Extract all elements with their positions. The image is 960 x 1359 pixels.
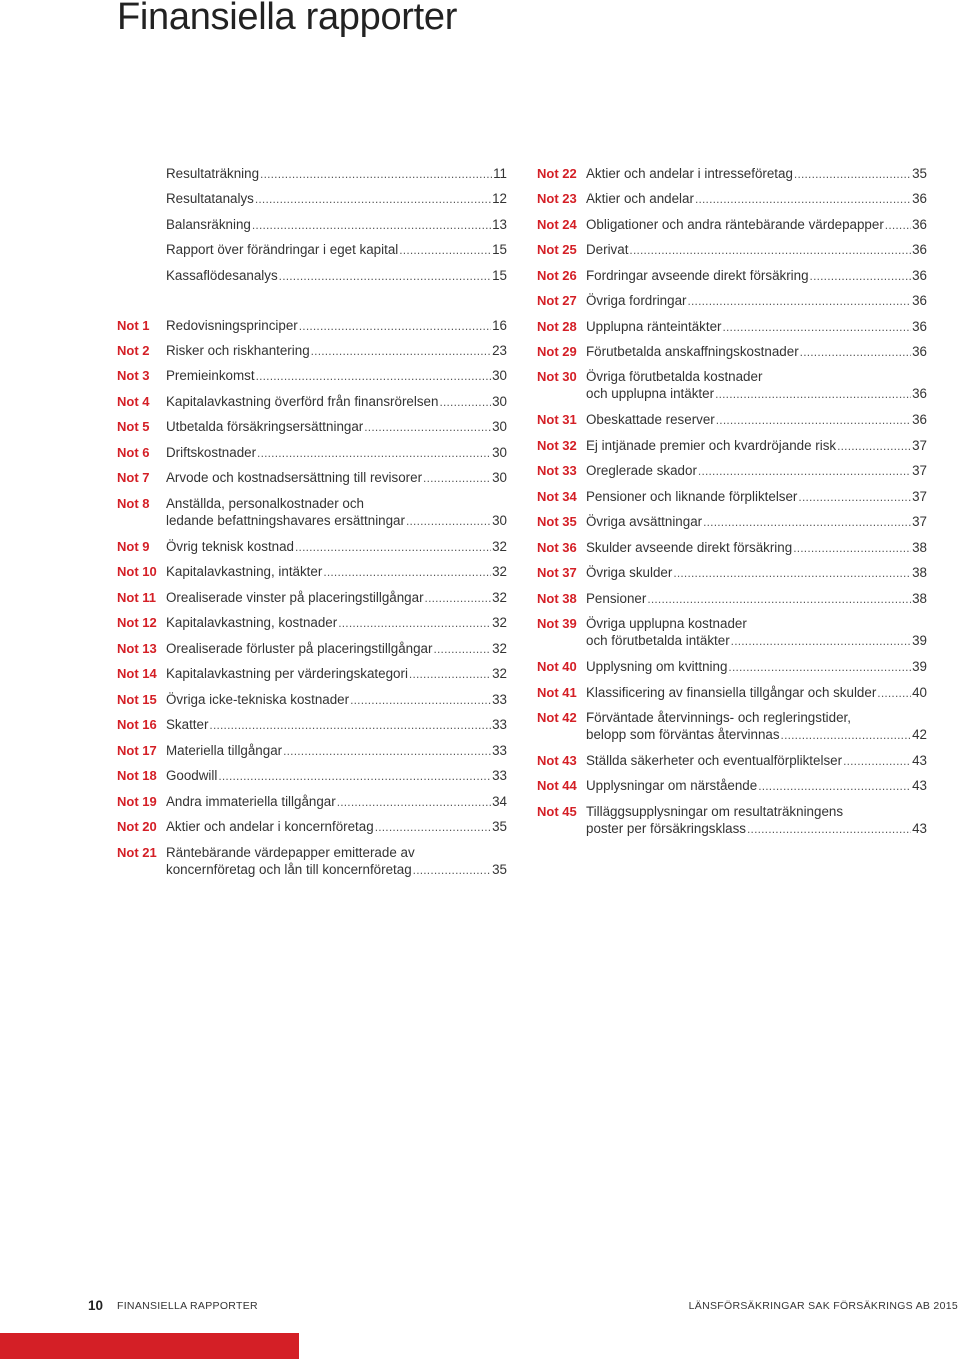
toc-entry-note-number: Not 43 bbox=[537, 752, 577, 768]
toc-entry-page-number: 33 bbox=[492, 691, 507, 707]
toc-right-column bbox=[537, 161, 927, 842]
dot-leader bbox=[255, 191, 491, 208]
toc-entry-title: Ställda säkerheter och eventualförpliktelser bbox=[586, 752, 843, 768]
dot-leader bbox=[794, 166, 911, 183]
toc-entry-title: Upplysningar om närstående bbox=[586, 778, 758, 794]
dot-leader bbox=[338, 615, 491, 632]
toc-entry-page-number: 33 bbox=[492, 768, 507, 784]
toc-entry-page-number: 16 bbox=[492, 317, 507, 333]
toc-entry-page-number: 30 bbox=[492, 444, 507, 460]
section-spacer bbox=[117, 288, 507, 313]
toc-entry-note-number: Not 22 bbox=[537, 165, 577, 181]
toc-entry-note-number: Not 2 bbox=[117, 343, 150, 358]
dot-leader bbox=[810, 268, 912, 285]
dot-leader bbox=[647, 591, 911, 608]
toc-entry[interactable] bbox=[117, 466, 507, 491]
toc-entry-title: Resultatanalys bbox=[166, 191, 254, 207]
toc-entry-page-number: 36 bbox=[912, 191, 927, 207]
dot-leader bbox=[747, 821, 911, 838]
toc-entry-title: Pensioner bbox=[586, 590, 647, 606]
toc-entry-page-number: 34 bbox=[492, 793, 507, 809]
dot-leader bbox=[375, 819, 491, 836]
toc-entry-page-number: 33 bbox=[492, 717, 507, 733]
toc-entry[interactable] bbox=[117, 560, 507, 585]
toc-entry-page-number: 36 bbox=[912, 293, 927, 309]
toc-entry-title: Klassificering av finansiella tillgångar och skulder bbox=[586, 684, 877, 700]
toc-entry[interactable] bbox=[537, 586, 927, 611]
toc-entry-title: Aktier och andelar bbox=[586, 191, 694, 207]
dot-leader bbox=[629, 242, 911, 259]
toc-entry-title: Upplupna ränteintäkter bbox=[586, 318, 722, 334]
dot-leader bbox=[877, 685, 911, 702]
toc-entry-page-number: 43 bbox=[912, 820, 927, 836]
toc-entry-page-number: 32 bbox=[492, 666, 507, 682]
toc-entry[interactable] bbox=[117, 687, 507, 712]
toc-entry-page-number: 13 bbox=[492, 216, 507, 232]
toc-entry[interactable] bbox=[537, 365, 927, 408]
toc-entry[interactable] bbox=[537, 748, 927, 773]
toc-entry-title: Utbetalda försäkringsersättningar bbox=[166, 419, 364, 435]
toc-entry-title: Obeskattade reserver bbox=[586, 412, 715, 428]
toc-entry-page-number: 12 bbox=[492, 191, 507, 207]
footer-section-label: FINANSIELLA RAPPORTER bbox=[117, 1300, 258, 1312]
dot-leader bbox=[731, 633, 911, 650]
toc-entry-note-number: Not 37 bbox=[537, 565, 577, 581]
dot-leader bbox=[299, 318, 491, 335]
toc-entry[interactable] bbox=[117, 662, 507, 687]
toc-entry[interactable] bbox=[117, 534, 507, 559]
dot-leader bbox=[843, 753, 911, 770]
toc-entry-note-number: Not 18 bbox=[117, 768, 157, 784]
toc-entry-title: Aktier och andelar i intresseföretag bbox=[586, 165, 793, 181]
toc-entry-title: Orealiserade förluster på placeringstillgångar bbox=[166, 640, 433, 656]
toc-entry-title: Arvode och kostnadsersättning till revisorer bbox=[166, 470, 423, 486]
toc-entry-title: Kapitalavkastning per värderingskategori bbox=[166, 666, 408, 682]
toc-entry-title: Goodwill bbox=[166, 768, 218, 784]
toc-entry-page-number: 36 bbox=[912, 412, 927, 428]
footer-company-label: LÄNSFÖRSÄKRINGAR SAK FÖRSÄKRINGS AB 2015 bbox=[688, 1300, 958, 1312]
toc-entry-note-number bbox=[117, 190, 166, 208]
toc-entry-page-number: 36 bbox=[912, 242, 927, 258]
dot-leader bbox=[703, 514, 911, 531]
toc-entry-note-number: Not 21 bbox=[117, 844, 157, 860]
toc-entry-title-line: Räntebärande värdepapper emitterade av bbox=[166, 844, 415, 860]
toc-entry[interactable] bbox=[117, 389, 507, 414]
dot-leader bbox=[323, 564, 491, 581]
toc-entry-page-number: 30 bbox=[492, 368, 507, 384]
toc-entry[interactable] bbox=[117, 611, 507, 636]
dot-leader bbox=[885, 217, 911, 234]
toc-entry-note-number: Not 26 bbox=[537, 267, 577, 283]
dot-leader bbox=[337, 794, 491, 811]
toc-entry-page-number: 35 bbox=[492, 819, 507, 835]
toc-entry-title: Rapport över förändringar i eget kapital bbox=[166, 242, 399, 258]
toc-entry[interactable] bbox=[117, 840, 507, 883]
toc-entry[interactable] bbox=[117, 161, 507, 186]
dot-leader bbox=[425, 590, 492, 607]
toc-entry[interactable] bbox=[117, 440, 507, 465]
toc-entry-note-number: Not 36 bbox=[537, 539, 577, 555]
toc-entry-title: Risker och riskhantering bbox=[166, 343, 310, 358]
toc-entry-title-line: Övriga upplupna kostnader bbox=[586, 616, 747, 632]
toc-entry-title: koncernföretag och lån till koncernföretag bbox=[166, 861, 412, 877]
toc-entry-page-number: 32 bbox=[492, 640, 507, 656]
toc-entry-title: Driftskostnader bbox=[166, 444, 257, 460]
toc-entry[interactable] bbox=[117, 713, 507, 738]
toc-entry-title-line: Tilläggsupplysningar om resultaträkningens bbox=[586, 803, 844, 819]
toc-entry-page-number: 15 bbox=[492, 267, 507, 283]
toc-entry-note-number: Not 17 bbox=[117, 742, 157, 758]
toc-entry[interactable] bbox=[117, 764, 507, 789]
toc-entry[interactable] bbox=[117, 364, 507, 389]
dot-leader bbox=[256, 368, 492, 385]
toc-entry-note-number bbox=[117, 216, 166, 234]
toc-entry[interactable] bbox=[117, 789, 507, 814]
toc-entry[interactable] bbox=[117, 237, 507, 262]
dot-leader bbox=[209, 717, 491, 734]
toc-entry-title: Fordringar avseende direkt försäkring bbox=[586, 267, 809, 283]
toc-entry-page-number: 37 bbox=[912, 514, 927, 530]
toc-entry-note-number: Not 39 bbox=[537, 616, 577, 632]
toc-entry-title: Övriga avsättningar bbox=[586, 514, 703, 530]
toc-entry[interactable] bbox=[537, 612, 927, 655]
footer-accent-bar bbox=[0, 1333, 299, 1359]
toc-entry-note-number: Not 44 bbox=[537, 778, 577, 794]
dot-leader bbox=[399, 242, 491, 259]
toc-entry-note-number: Not 8 bbox=[117, 495, 150, 511]
dot-leader bbox=[673, 565, 911, 582]
toc-entry[interactable] bbox=[537, 314, 927, 339]
toc-entry[interactable] bbox=[537, 408, 927, 433]
toc-entry[interactable] bbox=[537, 263, 927, 288]
toc-entry-page-number: 38 bbox=[912, 539, 927, 555]
toc-entry-page-number: 40 bbox=[912, 684, 927, 700]
toc-entry-title: Balansräkning bbox=[166, 216, 251, 232]
toc-entry-note-number: Not 10 bbox=[117, 564, 157, 580]
toc-entry-note-number: Not 34 bbox=[537, 488, 577, 504]
dot-leader bbox=[716, 412, 911, 429]
toc-entry-note-number: Not 14 bbox=[117, 666, 157, 682]
dot-leader bbox=[837, 438, 911, 455]
dot-leader bbox=[433, 641, 491, 658]
toc-entry-note-number: Not 35 bbox=[537, 514, 577, 530]
toc-entry-page-number: 30 bbox=[492, 419, 507, 435]
dot-leader bbox=[793, 540, 911, 557]
toc-entry[interactable] bbox=[537, 484, 927, 509]
toc-entry-page-number: 43 bbox=[912, 752, 927, 768]
toc-entry-page-number: 36 bbox=[912, 343, 927, 359]
toc-entry-note-number: Not 24 bbox=[537, 216, 577, 232]
toc-entry-title-line: Anställda, personalkostnader och bbox=[166, 495, 365, 511]
toc-entry-page-number: 35 bbox=[912, 165, 927, 181]
toc-entry-title: poster per försäkringsklass bbox=[586, 820, 747, 836]
toc-entry[interactable] bbox=[537, 680, 927, 705]
toc-entry-note-number: Not 42 bbox=[537, 710, 577, 726]
toc-entry-note-number: Not 4 bbox=[117, 393, 150, 409]
toc-entry[interactable] bbox=[117, 585, 507, 610]
toc-entry-page-number: 38 bbox=[912, 590, 927, 606]
toc-entry-title: Kassaflödesanalys bbox=[166, 267, 278, 283]
toc-entry-page-number: 36 bbox=[912, 216, 927, 232]
toc-entry[interactable] bbox=[117, 415, 507, 440]
toc-entry-title: Kapitalavkastning överförd från finansrörelsen bbox=[166, 393, 439, 409]
toc-entry-title: Pensioner och liknande förpliktelser bbox=[586, 488, 798, 504]
toc-entry-title-line: Övriga förutbetalda kostnader bbox=[586, 369, 763, 385]
toc-entry-page-number: 32 bbox=[492, 538, 507, 554]
toc-entry[interactable] bbox=[117, 815, 507, 840]
dot-leader bbox=[423, 470, 491, 487]
toc-entry[interactable] bbox=[537, 459, 927, 484]
toc-entry[interactable] bbox=[117, 491, 507, 534]
dot-leader bbox=[715, 386, 911, 403]
toc-entry-page-number: 11 bbox=[493, 165, 507, 181]
toc-entry-title: Andra immateriella tillgångar bbox=[166, 793, 336, 809]
toc-entry-title: Ej intjänade premier och kvardröjande risk bbox=[586, 437, 837, 453]
toc-entry-title: Skulder avseende direkt försäkring bbox=[586, 539, 793, 555]
dot-leader bbox=[758, 778, 911, 795]
toc-entry-note-number: Not 16 bbox=[117, 717, 157, 733]
toc-entry-note-number: Not 20 bbox=[117, 819, 157, 835]
toc-entry-title-line: Förväntade återvinnings- och regleringstider, bbox=[586, 710, 851, 726]
toc-entry-page-number: 23 bbox=[492, 343, 507, 358]
toc-entry[interactable] bbox=[117, 738, 507, 763]
toc-entry-title: Resultaträkning bbox=[166, 165, 260, 181]
toc-entry-title: ledande befattningshavares ersättningar bbox=[166, 512, 405, 528]
toc-entry-note-number: Not 23 bbox=[537, 191, 577, 207]
dot-leader bbox=[722, 319, 911, 336]
dot-leader bbox=[413, 862, 491, 879]
toc-entry-note-number: Not 7 bbox=[117, 470, 150, 486]
toc-entry[interactable] bbox=[537, 161, 927, 186]
toc-entry-page-number: 36 bbox=[912, 386, 927, 402]
toc-entry-title: Obligationer och andra räntebärande värdepapper bbox=[586, 216, 884, 232]
toc-entry[interactable] bbox=[117, 186, 507, 211]
toc-entry-page-number: 30 bbox=[492, 512, 507, 528]
dot-leader bbox=[687, 293, 911, 310]
toc-entry-title: Skatter bbox=[166, 717, 209, 733]
toc-entry-title: Övriga fordringar bbox=[586, 293, 687, 309]
toc-entry-note-number: Not 6 bbox=[117, 444, 150, 460]
toc-entry-page-number: 36 bbox=[912, 318, 927, 334]
dot-leader bbox=[279, 268, 491, 285]
toc-entry-title: Övrig teknisk kostnad bbox=[166, 538, 295, 554]
toc-entry-note-number bbox=[117, 241, 166, 259]
toc-entry-page-number: 32 bbox=[492, 615, 507, 631]
toc-left-column bbox=[117, 161, 507, 883]
toc-entry[interactable] bbox=[537, 561, 927, 586]
toc-entry-title: och upplupna intäkter bbox=[586, 386, 715, 402]
toc-entry-note-number: Not 45 bbox=[537, 803, 577, 819]
dot-leader bbox=[409, 666, 491, 683]
toc-entry-page-number: 36 bbox=[912, 267, 927, 283]
toc-entry-title: Aktier och andelar i koncernföretag bbox=[166, 819, 374, 835]
page-title: Finansiella rapporter bbox=[117, 0, 458, 38]
toc-entry-page-number: 37 bbox=[912, 488, 927, 504]
toc-entry-page-number: 37 bbox=[912, 437, 927, 453]
toc-entry-title: Övriga skulder bbox=[586, 565, 673, 581]
dot-leader bbox=[260, 166, 492, 183]
toc-entry-title: Upplysning om kvittning bbox=[586, 659, 728, 675]
toc-entry[interactable] bbox=[537, 535, 927, 560]
toc-entry-title: och förutbetalda intäkter bbox=[586, 633, 730, 649]
toc-entry-page-number: 30 bbox=[492, 393, 507, 409]
toc-entry-page-number: 42 bbox=[912, 727, 927, 743]
toc-entry[interactable] bbox=[537, 339, 927, 364]
dot-leader bbox=[406, 513, 491, 530]
toc-entry[interactable] bbox=[537, 799, 927, 842]
dot-leader bbox=[695, 191, 911, 208]
dot-leader bbox=[218, 768, 491, 785]
toc-entry[interactable] bbox=[537, 237, 927, 262]
dot-leader bbox=[698, 463, 911, 480]
toc-entry-note-number: Not 40 bbox=[537, 659, 577, 675]
toc-entry-note-number bbox=[117, 267, 166, 285]
toc-entry-title: Orealiserade vinster på placeringstillgångar bbox=[166, 589, 424, 605]
toc-entry-note-number: Not 29 bbox=[537, 343, 577, 359]
toc-entry-note-number: Not 33 bbox=[537, 463, 577, 479]
toc-entry-page-number: 30 bbox=[492, 470, 507, 486]
dot-leader bbox=[798, 489, 911, 506]
dot-leader bbox=[252, 217, 491, 234]
dot-leader bbox=[295, 539, 491, 556]
toc-entry-title: Materiella tillgångar bbox=[166, 742, 283, 758]
dot-leader bbox=[781, 727, 912, 744]
toc-entry-note-number: Not 1 bbox=[117, 317, 150, 333]
toc-entry-note-number: Not 27 bbox=[537, 293, 577, 309]
toc-entry[interactable] bbox=[117, 636, 507, 661]
dot-leader bbox=[350, 692, 491, 709]
toc-entry-title: Premieinkomst bbox=[166, 368, 255, 384]
toc-entry-page-number: 32 bbox=[492, 589, 507, 605]
toc-entry-note-number: Not 41 bbox=[537, 684, 577, 700]
toc-entry-page-number: 43 bbox=[912, 778, 927, 794]
toc-entry-title: Förutbetalda anskaffningskostnader bbox=[586, 343, 799, 359]
toc-entry-note-number: Not 15 bbox=[117, 691, 157, 707]
dot-leader bbox=[257, 445, 491, 462]
page-footer bbox=[0, 1298, 960, 1318]
toc-entry-title: Derivat bbox=[586, 242, 629, 258]
toc-entry[interactable] bbox=[537, 433, 927, 458]
toc-entry-note-number: Not 31 bbox=[537, 412, 577, 428]
toc-entry-title: Redovisningsprinciper bbox=[166, 317, 298, 333]
toc-entry[interactable] bbox=[537, 706, 927, 749]
toc-entry-page-number: 39 bbox=[912, 659, 927, 675]
toc-entry-note-number: Not 25 bbox=[537, 242, 577, 258]
toc-entry-page-number: 32 bbox=[492, 564, 507, 580]
toc-entry-note-number: Not 12 bbox=[117, 615, 157, 631]
toc-entry[interactable] bbox=[117, 338, 507, 363]
dot-leader bbox=[800, 344, 911, 361]
dot-leader bbox=[283, 743, 491, 760]
toc-entry-title: Oreglerade skador bbox=[586, 463, 697, 479]
dot-leader bbox=[439, 394, 491, 411]
toc-entry[interactable] bbox=[117, 263, 507, 288]
toc-entry-title: belopp som förväntas återvinnas bbox=[586, 727, 780, 743]
toc-entry-note-number: Not 13 bbox=[117, 640, 157, 656]
dot-leader bbox=[728, 659, 911, 676]
toc-entry-note-number: Not 5 bbox=[117, 419, 150, 435]
toc-entry[interactable] bbox=[537, 774, 927, 799]
toc-entry-note-number: Not 19 bbox=[117, 793, 157, 809]
toc-entry-note-number: Not 9 bbox=[117, 538, 150, 554]
footer-page-number: 10 bbox=[88, 1298, 104, 1313]
toc-entry[interactable] bbox=[537, 655, 927, 680]
toc-entry-note-number: Not 32 bbox=[537, 437, 577, 453]
toc-entry-page-number: 37 bbox=[912, 463, 927, 479]
toc-entry[interactable] bbox=[537, 288, 927, 313]
toc-entry[interactable] bbox=[117, 313, 507, 338]
toc-entry-page-number: 39 bbox=[912, 633, 927, 649]
toc-entry-page-number: 33 bbox=[492, 742, 507, 758]
toc-entry-note-number: Not 30 bbox=[537, 369, 577, 385]
toc-entry-title: Kapitalavkastning, intäkter bbox=[166, 564, 323, 580]
toc-entry-note-number: Not 11 bbox=[117, 589, 157, 605]
toc-entry-title: Övriga icke-tekniska kostnader bbox=[166, 691, 350, 707]
dot-leader bbox=[364, 419, 491, 436]
dot-leader bbox=[311, 343, 491, 360]
toc-entry[interactable] bbox=[537, 186, 927, 211]
toc-entry-note-number: Not 28 bbox=[537, 318, 577, 334]
toc-entry-note-number bbox=[117, 165, 166, 183]
toc-entry[interactable] bbox=[117, 212, 507, 237]
toc-entry-note-number: Not 38 bbox=[537, 590, 577, 606]
toc-entry-page-number: 38 bbox=[912, 565, 927, 581]
toc-entry-title: Kapitalavkastning, kostnader bbox=[166, 615, 338, 631]
toc-entry[interactable] bbox=[537, 510, 927, 535]
toc-entry-note-number: Not 3 bbox=[117, 368, 150, 384]
toc-entry-page-number: 15 bbox=[492, 242, 507, 258]
toc-entry[interactable] bbox=[537, 212, 927, 237]
toc-entry-page-number: 35 bbox=[492, 861, 507, 877]
